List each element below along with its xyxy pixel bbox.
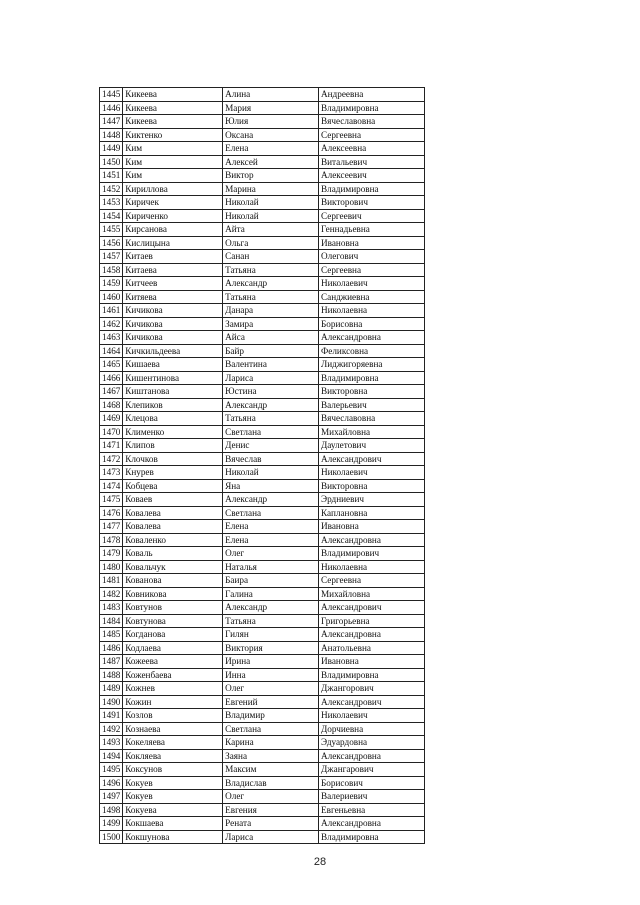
- surname-cell: Кириченко: [123, 209, 223, 223]
- row-number-cell: 1497: [100, 790, 123, 804]
- patronymic-cell: Николаевич: [319, 466, 425, 480]
- surname-cell: Кикеева: [123, 88, 223, 102]
- surname-cell: Китаева: [123, 263, 223, 277]
- table-row: [100, 304, 425, 318]
- surname-cell: Кованова: [123, 574, 223, 588]
- name-list-body: [100, 88, 425, 844]
- table-row: [100, 290, 425, 304]
- patronymic-cell: Каплановна: [319, 506, 425, 520]
- table-row: [100, 655, 425, 669]
- table-row: [100, 115, 425, 129]
- table-row: [100, 182, 425, 196]
- row-number-cell: 1490: [100, 695, 123, 709]
- first-name-cell: Яна: [223, 479, 319, 493]
- row-number-cell: 1483: [100, 601, 123, 615]
- row-number-cell: 1489: [100, 682, 123, 696]
- patronymic-cell: Ивановна: [319, 520, 425, 534]
- row-number-cell: 1449: [100, 142, 123, 156]
- surname-cell: Кишаева: [123, 358, 223, 372]
- surname-cell: Кичикова: [123, 317, 223, 331]
- patronymic-cell: Джангорович: [319, 682, 425, 696]
- first-name-cell: Елена: [223, 142, 319, 156]
- patronymic-cell: Валериевич: [319, 790, 425, 804]
- row-number-cell: 1485: [100, 628, 123, 642]
- patronymic-cell: Витальевич: [319, 155, 425, 169]
- first-name-cell: Ирина: [223, 655, 319, 669]
- first-name-cell: Татьяна: [223, 290, 319, 304]
- table-row: [100, 560, 425, 574]
- surname-cell: Кикеева: [123, 115, 223, 129]
- surname-cell: Ковалева: [123, 506, 223, 520]
- surname-cell: Клочков: [123, 452, 223, 466]
- table-row: [100, 803, 425, 817]
- table-row: [100, 506, 425, 520]
- table-row: [100, 358, 425, 372]
- patronymic-cell: Сергеевич: [319, 209, 425, 223]
- row-number-cell: 1458: [100, 263, 123, 277]
- table-row: [100, 682, 425, 696]
- first-name-cell: Николай: [223, 209, 319, 223]
- table-row: [100, 641, 425, 655]
- patronymic-cell: Алексеевич: [319, 169, 425, 183]
- patronymic-cell: Владимировна: [319, 101, 425, 115]
- patronymic-cell: Даулетович: [319, 439, 425, 453]
- row-number-cell: 1488: [100, 668, 123, 682]
- row-number-cell: 1462: [100, 317, 123, 331]
- surname-cell: Кокшаева: [123, 817, 223, 831]
- surname-cell: Клименко: [123, 425, 223, 439]
- row-number-cell: 1467: [100, 385, 123, 399]
- first-name-cell: Лариса: [223, 371, 319, 385]
- patronymic-cell: Валерьевич: [319, 398, 425, 412]
- patronymic-cell: Владимировна: [319, 182, 425, 196]
- first-name-cell: Инна: [223, 668, 319, 682]
- patronymic-cell: Феликсовна: [319, 344, 425, 358]
- first-name-cell: Заяна: [223, 749, 319, 763]
- table-row: [100, 601, 425, 615]
- first-name-cell: Юлия: [223, 115, 319, 129]
- first-name-cell: Татьяна: [223, 263, 319, 277]
- row-number-cell: 1459: [100, 277, 123, 291]
- first-name-cell: Евгений: [223, 695, 319, 709]
- patronymic-cell: Николаевна: [319, 560, 425, 574]
- row-number-cell: 1487: [100, 655, 123, 669]
- surname-cell: Кожин: [123, 695, 223, 709]
- first-name-cell: Светлана: [223, 722, 319, 736]
- first-name-cell: Ольга: [223, 236, 319, 250]
- first-name-cell: Виктория: [223, 641, 319, 655]
- row-number-cell: 1493: [100, 736, 123, 750]
- surname-cell: Кокуев: [123, 776, 223, 790]
- surname-cell: Кичкильдеева: [123, 344, 223, 358]
- patronymic-cell: Сергеевна: [319, 128, 425, 142]
- surname-cell: Кишентинова: [123, 371, 223, 385]
- surname-cell: Ким: [123, 169, 223, 183]
- table-row: [100, 196, 425, 210]
- surname-cell: Кичикова: [123, 331, 223, 345]
- first-name-cell: Владислав: [223, 776, 319, 790]
- row-number-cell: 1498: [100, 803, 123, 817]
- patronymic-cell: Михайловна: [319, 425, 425, 439]
- row-number-cell: 1480: [100, 560, 123, 574]
- surname-cell: Ковальчук: [123, 560, 223, 574]
- row-number-cell: 1447: [100, 115, 123, 129]
- surname-cell: Коваев: [123, 493, 223, 507]
- table-row: [100, 250, 425, 264]
- row-number-cell: 1473: [100, 466, 123, 480]
- patronymic-cell: Евгеньевна: [319, 803, 425, 817]
- row-number-cell: 1456: [100, 236, 123, 250]
- patronymic-cell: Вячеславовна: [319, 412, 425, 426]
- table-row: [100, 344, 425, 358]
- table-row: [100, 317, 425, 331]
- table-row: [100, 763, 425, 777]
- patronymic-cell: Михайловна: [319, 587, 425, 601]
- row-number-cell: 1481: [100, 574, 123, 588]
- table-row: [100, 547, 425, 561]
- row-number-cell: 1491: [100, 709, 123, 723]
- row-number-cell: 1450: [100, 155, 123, 169]
- table-row: [100, 412, 425, 426]
- patronymic-cell: Григорьевна: [319, 614, 425, 628]
- first-name-cell: Светлана: [223, 506, 319, 520]
- surname-cell: Коксунов: [123, 763, 223, 777]
- surname-cell: Кожеева: [123, 655, 223, 669]
- table-row: [100, 236, 425, 250]
- table-row: [100, 263, 425, 277]
- surname-cell: Кобцева: [123, 479, 223, 493]
- patronymic-cell: Николаевич: [319, 709, 425, 723]
- row-number-cell: 1455: [100, 223, 123, 237]
- patronymic-cell: Владимирович: [319, 547, 425, 561]
- patronymic-cell: Борисовна: [319, 317, 425, 331]
- first-name-cell: Мария: [223, 101, 319, 115]
- table-row: [100, 385, 425, 399]
- surname-cell: Киктенко: [123, 128, 223, 142]
- surname-cell: Кокуева: [123, 803, 223, 817]
- table-row: [100, 722, 425, 736]
- surname-cell: Кознаева: [123, 722, 223, 736]
- first-name-cell: Наталья: [223, 560, 319, 574]
- patronymic-cell: Сергеевна: [319, 574, 425, 588]
- patronymic-cell: Владимировна: [319, 668, 425, 682]
- table-row: [100, 155, 425, 169]
- patronymic-cell: Александрович: [319, 601, 425, 615]
- row-number-cell: 1448: [100, 128, 123, 142]
- first-name-cell: Марина: [223, 182, 319, 196]
- patronymic-cell: Геннадьевна: [319, 223, 425, 237]
- row-number-cell: 1469: [100, 412, 123, 426]
- row-number-cell: 1479: [100, 547, 123, 561]
- patronymic-cell: Дорчиевна: [319, 722, 425, 736]
- surname-cell: Когданова: [123, 628, 223, 642]
- surname-cell: Кирсанова: [123, 223, 223, 237]
- first-name-cell: Евгения: [223, 803, 319, 817]
- table-row: [100, 169, 425, 183]
- surname-cell: Коженбаева: [123, 668, 223, 682]
- surname-cell: Кожнев: [123, 682, 223, 696]
- row-number-cell: 1472: [100, 452, 123, 466]
- table-row: [100, 628, 425, 642]
- table-row: [100, 371, 425, 385]
- patronymic-cell: Эдуардовна: [319, 736, 425, 750]
- first-name-cell: Санан: [223, 250, 319, 264]
- table-row: [100, 817, 425, 831]
- table-row: [100, 736, 425, 750]
- patronymic-cell: Викторович: [319, 196, 425, 210]
- row-number-cell: 1476: [100, 506, 123, 520]
- first-name-cell: Елена: [223, 520, 319, 534]
- row-number-cell: 1495: [100, 763, 123, 777]
- first-name-cell: Валентина: [223, 358, 319, 372]
- row-number-cell: 1482: [100, 587, 123, 601]
- table-row: [100, 830, 425, 844]
- patronymic-cell: Алексеевна: [319, 142, 425, 156]
- patronymic-cell: Николаевич: [319, 277, 425, 291]
- table-row: [100, 776, 425, 790]
- surname-cell: Клецова: [123, 412, 223, 426]
- row-number-cell: 1468: [100, 398, 123, 412]
- row-number-cell: 1446: [100, 101, 123, 115]
- patronymic-cell: Джангарович: [319, 763, 425, 777]
- surname-cell: Кичикова: [123, 304, 223, 318]
- first-name-cell: Замира: [223, 317, 319, 331]
- surname-cell: Ковникова: [123, 587, 223, 601]
- table-row: [100, 574, 425, 588]
- table-row: [100, 668, 425, 682]
- row-number-cell: 1466: [100, 371, 123, 385]
- row-number-cell: 1486: [100, 641, 123, 655]
- first-name-cell: Баира: [223, 574, 319, 588]
- first-name-cell: Светлана: [223, 425, 319, 439]
- patronymic-cell: Олегович: [319, 250, 425, 264]
- first-name-cell: Елена: [223, 533, 319, 547]
- first-name-cell: Оксана: [223, 128, 319, 142]
- table-row: [100, 398, 425, 412]
- patronymic-cell: Викторовна: [319, 479, 425, 493]
- row-number-cell: 1471: [100, 439, 123, 453]
- row-number-cell: 1478: [100, 533, 123, 547]
- surname-cell: Ковалева: [123, 520, 223, 534]
- patronymic-cell: Александровна: [319, 749, 425, 763]
- surname-cell: Китчеев: [123, 277, 223, 291]
- row-number-cell: 1451: [100, 169, 123, 183]
- first-name-cell: Татьяна: [223, 412, 319, 426]
- table-row: [100, 101, 425, 115]
- row-number-cell: 1457: [100, 250, 123, 264]
- first-name-cell: Данара: [223, 304, 319, 318]
- table-row: [100, 425, 425, 439]
- patronymic-cell: Лиджигоряевна: [319, 358, 425, 372]
- table-row: [100, 277, 425, 291]
- name-list-table: [99, 87, 425, 844]
- first-name-cell: Денис: [223, 439, 319, 453]
- first-name-cell: Алексей: [223, 155, 319, 169]
- first-name-cell: Олег: [223, 547, 319, 561]
- row-number-cell: 1499: [100, 817, 123, 831]
- surname-cell: Кикеева: [123, 101, 223, 115]
- page-number: 28: [313, 856, 327, 868]
- surname-cell: Кодлаева: [123, 641, 223, 655]
- patronymic-cell: Александрович: [319, 452, 425, 466]
- table-row: [100, 520, 425, 534]
- table-row: [100, 614, 425, 628]
- patronymic-cell: Борисович: [319, 776, 425, 790]
- row-number-cell: 1474: [100, 479, 123, 493]
- row-number-cell: 1465: [100, 358, 123, 372]
- table-row: [100, 790, 425, 804]
- first-name-cell: Алина: [223, 88, 319, 102]
- table-row: [100, 493, 425, 507]
- patronymic-cell: Александровна: [319, 817, 425, 831]
- surname-cell: Кириллова: [123, 182, 223, 196]
- surname-cell: Клепиков: [123, 398, 223, 412]
- row-number-cell: 1454: [100, 209, 123, 223]
- row-number-cell: 1463: [100, 331, 123, 345]
- row-number-cell: 1477: [100, 520, 123, 534]
- surname-cell: Кнурев: [123, 466, 223, 480]
- surname-cell: Ковтунов: [123, 601, 223, 615]
- row-number-cell: 1492: [100, 722, 123, 736]
- first-name-cell: Байр: [223, 344, 319, 358]
- first-name-cell: Вячеслав: [223, 452, 319, 466]
- first-name-cell: Николай: [223, 196, 319, 210]
- patronymic-cell: Вячеславовна: [319, 115, 425, 129]
- table-row: [100, 88, 425, 102]
- surname-cell: Кислицына: [123, 236, 223, 250]
- table-row: [100, 749, 425, 763]
- patronymic-cell: Александровна: [319, 628, 425, 642]
- first-name-cell: Лариса: [223, 830, 319, 844]
- surname-cell: Кокшунова: [123, 830, 223, 844]
- first-name-cell: Карина: [223, 736, 319, 750]
- patronymic-cell: Анатольевна: [319, 641, 425, 655]
- patronymic-cell: Александровна: [319, 533, 425, 547]
- surname-cell: Китяева: [123, 290, 223, 304]
- surname-cell: Китаев: [123, 250, 223, 264]
- table-row: [100, 128, 425, 142]
- surname-cell: Кокеляева: [123, 736, 223, 750]
- surname-cell: Козлов: [123, 709, 223, 723]
- surname-cell: Киштанова: [123, 385, 223, 399]
- row-number-cell: 1494: [100, 749, 123, 763]
- first-name-cell: Айса: [223, 331, 319, 345]
- patronymic-cell: Сергеевна: [319, 263, 425, 277]
- first-name-cell: Юстина: [223, 385, 319, 399]
- row-number-cell: 1464: [100, 344, 123, 358]
- first-name-cell: Татьяна: [223, 614, 319, 628]
- first-name-cell: Владимир: [223, 709, 319, 723]
- row-number-cell: 1452: [100, 182, 123, 196]
- patronymic-cell: Александровна: [319, 331, 425, 345]
- row-number-cell: 1496: [100, 776, 123, 790]
- patronymic-cell: Ивановна: [319, 236, 425, 250]
- patronymic-cell: Владимировна: [319, 371, 425, 385]
- first-name-cell: Рената: [223, 817, 319, 831]
- row-number-cell: 1461: [100, 304, 123, 318]
- row-number-cell: 1470: [100, 425, 123, 439]
- first-name-cell: Александр: [223, 277, 319, 291]
- table-row: [100, 223, 425, 237]
- first-name-cell: Галина: [223, 587, 319, 601]
- first-name-cell: Александр: [223, 493, 319, 507]
- surname-cell: Кокуев: [123, 790, 223, 804]
- first-name-cell: Олег: [223, 682, 319, 696]
- patronymic-cell: Санджиевна: [319, 290, 425, 304]
- patronymic-cell: Александрович: [319, 695, 425, 709]
- row-number-cell: 1475: [100, 493, 123, 507]
- row-number-cell: 1500: [100, 830, 123, 844]
- surname-cell: Ковтунова: [123, 614, 223, 628]
- row-number-cell: 1484: [100, 614, 123, 628]
- patronymic-cell: Николаевна: [319, 304, 425, 318]
- table-row: [100, 209, 425, 223]
- row-number-cell: 1453: [100, 196, 123, 210]
- surname-cell: Кокляева: [123, 749, 223, 763]
- row-number-cell: 1460: [100, 290, 123, 304]
- table-row: [100, 439, 425, 453]
- patronymic-cell: Ивановна: [319, 655, 425, 669]
- surname-cell: Ким: [123, 142, 223, 156]
- table-row: [100, 709, 425, 723]
- surname-cell: Киричек: [123, 196, 223, 210]
- surname-cell: Клипов: [123, 439, 223, 453]
- patronymic-cell: Андреевна: [319, 88, 425, 102]
- first-name-cell: Гилян: [223, 628, 319, 642]
- table-row: [100, 452, 425, 466]
- table-row: [100, 479, 425, 493]
- first-name-cell: Айта: [223, 223, 319, 237]
- surname-cell: Ким: [123, 155, 223, 169]
- table-row: [100, 533, 425, 547]
- patronymic-cell: Викторовна: [319, 385, 425, 399]
- table-row: [100, 142, 425, 156]
- first-name-cell: Александр: [223, 601, 319, 615]
- first-name-cell: Максим: [223, 763, 319, 777]
- surname-cell: Коваль: [123, 547, 223, 561]
- table-row: [100, 587, 425, 601]
- patronymic-cell: Владимировна: [319, 830, 425, 844]
- first-name-cell: Александр: [223, 398, 319, 412]
- table-row: [100, 695, 425, 709]
- first-name-cell: Николай: [223, 466, 319, 480]
- first-name-cell: Виктор: [223, 169, 319, 183]
- table-row: [100, 331, 425, 345]
- row-number-cell: 1445: [100, 88, 123, 102]
- table-row: [100, 466, 425, 480]
- first-name-cell: Олег: [223, 790, 319, 804]
- patronymic-cell: Эрдниевич: [319, 493, 425, 507]
- surname-cell: Коваленко: [123, 533, 223, 547]
